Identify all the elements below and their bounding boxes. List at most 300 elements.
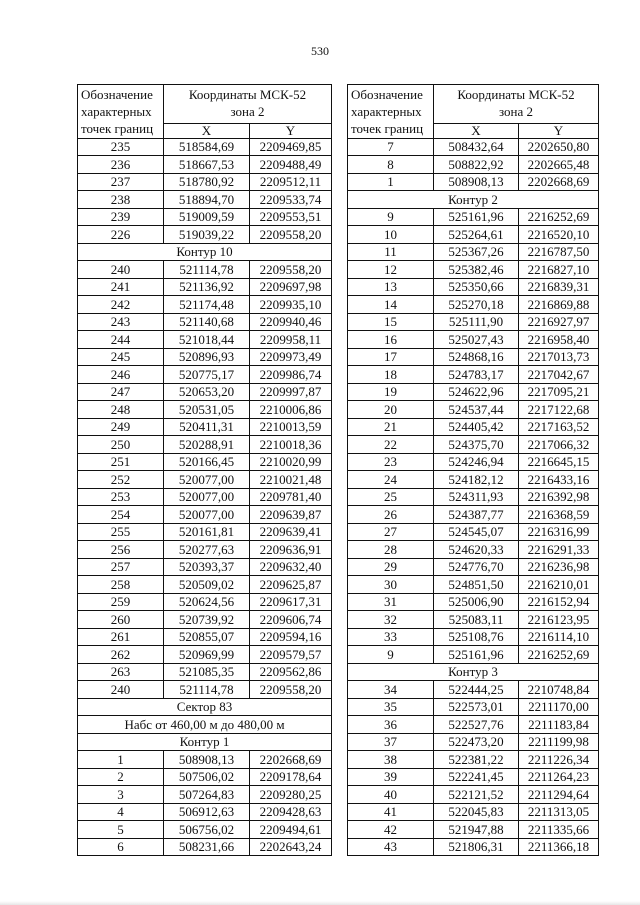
x-coordinate-cell: 520531,05 [164, 401, 250, 419]
y-coordinate-cell: 2216316,99 [519, 523, 599, 541]
point-number-cell: 41 [348, 803, 434, 821]
section-title: Набс от 460,00 м до 480,00 м [78, 716, 332, 734]
x-coordinate-cell: 508908,13 [164, 751, 250, 769]
x-coordinate-cell: 520624,56 [164, 593, 250, 611]
page-bottom-edge [0, 901, 640, 905]
y-coordinate-cell: 2209178,64 [250, 768, 332, 786]
x-coordinate-cell: 524182,12 [434, 471, 519, 489]
x-coordinate-cell: 520653,20 [164, 383, 250, 401]
table-row [348, 296, 599, 314]
y-coordinate-cell: 2209935,10 [250, 296, 332, 314]
point-number-cell: 257 [78, 558, 164, 576]
point-number-cell: 251 [78, 453, 164, 471]
y-coordinate-cell: 2216787,50 [519, 243, 599, 261]
y-coordinate-cell: 2216123,95 [519, 611, 599, 629]
table-row [348, 471, 599, 489]
y-coordinate-cell: 2209488,49 [250, 156, 332, 174]
x-coordinate-cell: 522121,52 [434, 786, 519, 804]
table-row [348, 646, 599, 664]
point-number-cell: 8 [348, 156, 434, 174]
y-coordinate-cell: 2217066,32 [519, 436, 599, 454]
table-row [78, 576, 332, 594]
y-coordinate-cell: 2211335,66 [519, 821, 599, 839]
point-number-cell: 240 [78, 681, 164, 699]
point-number-cell: 255 [78, 523, 164, 541]
point-number-cell: 241 [78, 278, 164, 296]
table-row [78, 786, 332, 804]
table-row [348, 401, 599, 419]
x-coordinate-cell: 521018,44 [164, 331, 250, 349]
point-number-cell: 7 [348, 138, 434, 156]
table-row [78, 453, 332, 471]
x-coordinate-cell: 525111,90 [434, 313, 519, 331]
table-row [78, 208, 332, 226]
point-number-cell: 247 [78, 383, 164, 401]
table-row [78, 418, 332, 436]
table-row [78, 593, 332, 611]
table-row [348, 803, 599, 821]
x-coordinate-cell: 522573,01 [434, 698, 519, 716]
x-coordinate-cell: 521114,78 [164, 681, 250, 699]
point-number-cell: 250 [78, 436, 164, 454]
table-row [78, 261, 332, 279]
point-number-cell: 252 [78, 471, 164, 489]
x-coordinate-cell: 524246,94 [434, 453, 519, 471]
point-number-cell: 18 [348, 366, 434, 384]
point-number-cell: 5 [78, 821, 164, 839]
x-coordinate-cell: 521947,88 [434, 821, 519, 839]
point-number-cell: 6 [78, 838, 164, 856]
y-coordinate-cell: 2209428,63 [250, 803, 332, 821]
x-coordinate-cell: 506756,02 [164, 821, 250, 839]
x-coordinate-cell: 522527,76 [434, 716, 519, 734]
point-number-cell: 34 [348, 681, 434, 699]
y-coordinate-cell: 2217122,68 [519, 401, 599, 419]
y-coordinate-cell: 2209940,46 [250, 313, 332, 331]
table-row [78, 278, 332, 296]
table-row [348, 208, 599, 226]
x-coordinate-cell: 524620,33 [434, 541, 519, 559]
y-coordinate-cell: 2216210,01 [519, 576, 599, 594]
section-row [78, 243, 332, 261]
point-number-cell: 260 [78, 611, 164, 629]
point-number-cell: 237 [78, 173, 164, 191]
table-row [78, 628, 332, 646]
x-coordinate-cell: 521114,78 [164, 261, 250, 279]
table-row [348, 523, 599, 541]
point-number-cell: 30 [348, 576, 434, 594]
table-row [348, 506, 599, 524]
table-row [78, 751, 332, 769]
coordinates-table-left [77, 84, 332, 856]
point-number-cell: 262 [78, 646, 164, 664]
point-number-cell: 235 [78, 138, 164, 156]
x-coordinate-cell: 522381,22 [434, 751, 519, 769]
y-coordinate-cell: 2202668,69 [519, 173, 599, 191]
x-coordinate-cell: 521806,31 [434, 838, 519, 856]
y-coordinate-cell: 2216433,16 [519, 471, 599, 489]
y-coordinate-cell: 2209617,31 [250, 593, 332, 611]
y-coordinate-cell: 2216927,97 [519, 313, 599, 331]
x-coordinate-cell: 519039,22 [164, 226, 250, 244]
table-row [348, 418, 599, 436]
section-row [78, 733, 332, 751]
x-coordinate-cell: 524776,70 [434, 558, 519, 576]
point-number-cell: 261 [78, 628, 164, 646]
y-coordinate-cell: 2209558,20 [250, 226, 332, 244]
point-label-header: Обозначение характерных точек границ [348, 85, 434, 139]
table-row [348, 821, 599, 839]
x-coordinate-cell: 525264,61 [434, 226, 519, 244]
table-row [78, 558, 332, 576]
table-row [348, 348, 599, 366]
table-row [78, 768, 332, 786]
point-number-cell: 35 [348, 698, 434, 716]
table-row [78, 156, 332, 174]
table-row [348, 366, 599, 384]
table-row [348, 453, 599, 471]
x-coordinate-cell: 521085,35 [164, 663, 250, 681]
x-coordinate-cell: 520077,00 [164, 488, 250, 506]
y-coordinate-cell: 2202665,48 [519, 156, 599, 174]
y-coordinate-cell: 2211226,34 [519, 751, 599, 769]
point-number-cell: 43 [348, 838, 434, 856]
x-column-header: X [434, 123, 519, 138]
coordinates-header: Координаты МСК-52 зона 2 [164, 85, 332, 124]
table-row [348, 243, 599, 261]
x-coordinate-cell: 525382,46 [434, 261, 519, 279]
point-number-cell: 10 [348, 226, 434, 244]
x-coordinate-cell: 521174,48 [164, 296, 250, 314]
y-coordinate-cell: 2209625,87 [250, 576, 332, 594]
table-row [78, 383, 332, 401]
section-row [348, 663, 599, 681]
point-number-cell: 244 [78, 331, 164, 349]
y-coordinate-cell: 2209606,74 [250, 611, 332, 629]
x-coordinate-cell: 507506,02 [164, 768, 250, 786]
y-coordinate-cell: 2216392,98 [519, 488, 599, 506]
y-coordinate-cell: 2216958,40 [519, 331, 599, 349]
y-coordinate-cell: 2202643,24 [250, 838, 332, 856]
point-number-cell: 22 [348, 436, 434, 454]
y-coordinate-cell: 2216236,98 [519, 558, 599, 576]
x-coordinate-cell: 524311,93 [434, 488, 519, 506]
table-row [78, 681, 332, 699]
y-coordinate-cell: 2217095,21 [519, 383, 599, 401]
point-number-cell: 37 [348, 733, 434, 751]
y-coordinate-cell: 2211366,18 [519, 838, 599, 856]
point-number-cell: 240 [78, 261, 164, 279]
table-row [348, 383, 599, 401]
point-number-cell: 11 [348, 243, 434, 261]
x-coordinate-cell: 520077,00 [164, 506, 250, 524]
y-coordinate-cell: 2216114,10 [519, 628, 599, 646]
table-row [78, 226, 332, 244]
table-row [78, 348, 332, 366]
y-coordinate-cell: 2209512,11 [250, 173, 332, 191]
x-coordinate-cell: 520166,45 [164, 453, 250, 471]
x-coordinate-cell: 520277,63 [164, 541, 250, 559]
x-coordinate-cell: 522045,83 [434, 803, 519, 821]
point-number-cell: 29 [348, 558, 434, 576]
point-number-cell: 19 [348, 383, 434, 401]
y-coordinate-cell: 2216869,88 [519, 296, 599, 314]
table-row [78, 173, 332, 191]
point-number-cell: 40 [348, 786, 434, 804]
x-coordinate-cell: 524783,17 [434, 366, 519, 384]
table-row [348, 838, 599, 856]
x-coordinate-cell: 507264,83 [164, 786, 250, 804]
point-number-cell: 245 [78, 348, 164, 366]
section-title: Контур 1 [78, 733, 332, 751]
coordinates-table-right [347, 84, 599, 856]
point-number-cell: 246 [78, 366, 164, 384]
x-coordinate-cell: 520411,31 [164, 418, 250, 436]
x-coordinate-cell: 522241,45 [434, 768, 519, 786]
y-coordinate-cell: 2211183,84 [519, 716, 599, 734]
y-coordinate-cell: 2216645,15 [519, 453, 599, 471]
point-number-cell: 253 [78, 488, 164, 506]
point-number-cell: 27 [348, 523, 434, 541]
y-coordinate-cell: 2202668,69 [250, 751, 332, 769]
y-coordinate-cell: 2211313,05 [519, 803, 599, 821]
point-number-cell: 17 [348, 348, 434, 366]
x-coordinate-cell: 520077,00 [164, 471, 250, 489]
x-column-header: X [164, 123, 250, 138]
table-row [348, 733, 599, 751]
table-row [78, 138, 332, 156]
y-coordinate-cell: 2209562,86 [250, 663, 332, 681]
y-coordinate-cell: 2216839,31 [519, 278, 599, 296]
y-column-header: Y [519, 123, 599, 138]
point-number-cell: 26 [348, 506, 434, 524]
section-title: Сектор 83 [78, 698, 332, 716]
point-number-cell: 14 [348, 296, 434, 314]
y-coordinate-cell: 2209579,57 [250, 646, 332, 664]
point-number-cell: 21 [348, 418, 434, 436]
y-coordinate-cell: 2211170,00 [519, 698, 599, 716]
point-number-cell: 13 [348, 278, 434, 296]
point-label-header: Обозначение характерных точек границ [78, 85, 164, 139]
section-title: Контур 3 [348, 663, 599, 681]
x-coordinate-cell: 525350,66 [434, 278, 519, 296]
y-coordinate-cell: 2209697,98 [250, 278, 332, 296]
x-coordinate-cell: 525270,18 [434, 296, 519, 314]
table-row [78, 313, 332, 331]
table-row [348, 558, 599, 576]
x-coordinate-cell: 508231,66 [164, 838, 250, 856]
y-coordinate-cell: 2210748,84 [519, 681, 599, 699]
point-number-cell: 39 [348, 768, 434, 786]
y-coordinate-cell: 2209494,61 [250, 821, 332, 839]
table-row [78, 523, 332, 541]
point-number-cell: 9 [348, 208, 434, 226]
y-coordinate-cell: 2216252,69 [519, 208, 599, 226]
point-number-cell: 9 [348, 646, 434, 664]
y-coordinate-cell: 2202650,80 [519, 138, 599, 156]
x-coordinate-cell: 508432,64 [434, 138, 519, 156]
section-row [78, 698, 332, 716]
x-coordinate-cell: 508822,92 [434, 156, 519, 174]
point-number-cell: 23 [348, 453, 434, 471]
table-row [78, 471, 332, 489]
x-coordinate-cell: 518584,69 [164, 138, 250, 156]
table-row [348, 681, 599, 699]
x-coordinate-cell: 524405,42 [434, 418, 519, 436]
table-row [348, 331, 599, 349]
x-coordinate-cell: 521136,92 [164, 278, 250, 296]
y-coordinate-cell: 2209533,74 [250, 191, 332, 209]
point-number-cell: 226 [78, 226, 164, 244]
y-coordinate-cell: 2216520,10 [519, 226, 599, 244]
table-row [78, 541, 332, 559]
point-number-cell: 3 [78, 786, 164, 804]
point-number-cell: 36 [348, 716, 434, 734]
table-row [78, 401, 332, 419]
x-coordinate-cell: 508908,13 [434, 173, 519, 191]
table-row [348, 173, 599, 191]
y-coordinate-cell: 2211294,64 [519, 786, 599, 804]
x-coordinate-cell: 525006,90 [434, 593, 519, 611]
table-row [78, 506, 332, 524]
point-number-cell: 33 [348, 628, 434, 646]
y-coordinate-cell: 2209632,40 [250, 558, 332, 576]
y-coordinate-cell: 2217042,67 [519, 366, 599, 384]
table-row [348, 226, 599, 244]
table-row [348, 576, 599, 594]
x-coordinate-cell: 519009,59 [164, 208, 250, 226]
y-coordinate-cell: 2216368,59 [519, 506, 599, 524]
x-coordinate-cell: 525108,76 [434, 628, 519, 646]
point-number-cell: 15 [348, 313, 434, 331]
table-row [348, 593, 599, 611]
y-coordinate-cell: 2209594,16 [250, 628, 332, 646]
x-coordinate-cell: 520969,99 [164, 646, 250, 664]
y-coordinate-cell: 2209639,87 [250, 506, 332, 524]
x-coordinate-cell: 518780,92 [164, 173, 250, 191]
y-coordinate-cell: 2209558,20 [250, 261, 332, 279]
point-number-cell: 1 [348, 173, 434, 191]
section-row [348, 191, 599, 209]
point-number-cell: 16 [348, 331, 434, 349]
x-coordinate-cell: 520161,81 [164, 523, 250, 541]
point-number-cell: 249 [78, 418, 164, 436]
table-row [348, 628, 599, 646]
y-coordinate-cell: 2209280,25 [250, 786, 332, 804]
x-coordinate-cell: 520739,92 [164, 611, 250, 629]
x-coordinate-cell: 524375,70 [434, 436, 519, 454]
point-number-cell: 238 [78, 191, 164, 209]
y-coordinate-cell: 2209997,87 [250, 383, 332, 401]
table-row [348, 698, 599, 716]
point-number-cell: 248 [78, 401, 164, 419]
y-coordinate-cell: 2209558,20 [250, 681, 332, 699]
point-number-cell: 28 [348, 541, 434, 559]
y-coordinate-cell: 2216827,10 [519, 261, 599, 279]
y-coordinate-cell: 2209469,85 [250, 138, 332, 156]
point-number-cell: 12 [348, 261, 434, 279]
y-coordinate-cell: 2217013,73 [519, 348, 599, 366]
table-row [348, 436, 599, 454]
x-coordinate-cell: 520509,02 [164, 576, 250, 594]
y-coordinate-cell: 2209639,41 [250, 523, 332, 541]
x-coordinate-cell: 524545,07 [434, 523, 519, 541]
x-coordinate-cell: 520855,07 [164, 628, 250, 646]
y-coordinate-cell: 2209781,40 [250, 488, 332, 506]
table-row [78, 191, 332, 209]
y-coordinate-cell: 2217163,52 [519, 418, 599, 436]
y-coordinate-cell: 2211264,23 [519, 768, 599, 786]
table-row [78, 838, 332, 856]
x-coordinate-cell: 524387,77 [434, 506, 519, 524]
x-coordinate-cell: 518894,70 [164, 191, 250, 209]
point-number-cell: 242 [78, 296, 164, 314]
table-row [78, 331, 332, 349]
point-number-cell: 38 [348, 751, 434, 769]
table-row [78, 296, 332, 314]
x-coordinate-cell: 524868,16 [434, 348, 519, 366]
point-number-cell: 32 [348, 611, 434, 629]
table-row [348, 751, 599, 769]
table-row [348, 313, 599, 331]
point-number-cell: 20 [348, 401, 434, 419]
point-number-cell: 259 [78, 593, 164, 611]
table-header-row [348, 85, 599, 124]
point-number-cell: 4 [78, 803, 164, 821]
section-title: Контур 2 [348, 191, 599, 209]
table-row [78, 366, 332, 384]
y-coordinate-cell: 2216252,69 [519, 646, 599, 664]
y-column-header: Y [250, 123, 332, 138]
table-row [348, 261, 599, 279]
point-number-cell: 258 [78, 576, 164, 594]
point-number-cell: 236 [78, 156, 164, 174]
y-coordinate-cell: 2210021,48 [250, 471, 332, 489]
x-coordinate-cell: 506912,63 [164, 803, 250, 821]
coordinates-header: Координаты МСК-52 зона 2 [434, 85, 599, 124]
point-number-cell: 263 [78, 663, 164, 681]
table-row [78, 611, 332, 629]
y-coordinate-cell: 2209973,49 [250, 348, 332, 366]
point-number-cell: 256 [78, 541, 164, 559]
x-coordinate-cell: 522473,20 [434, 733, 519, 751]
table-row [78, 663, 332, 681]
x-coordinate-cell: 525161,96 [434, 646, 519, 664]
table-row [348, 138, 599, 156]
x-coordinate-cell: 518667,53 [164, 156, 250, 174]
table-row [78, 803, 332, 821]
point-number-cell: 42 [348, 821, 434, 839]
point-number-cell: 31 [348, 593, 434, 611]
table-row [78, 821, 332, 839]
y-coordinate-cell: 2210018,36 [250, 436, 332, 454]
table-row [348, 156, 599, 174]
x-coordinate-cell: 522444,25 [434, 681, 519, 699]
y-coordinate-cell: 2210020,99 [250, 453, 332, 471]
x-coordinate-cell: 520896,93 [164, 348, 250, 366]
table-row [348, 611, 599, 629]
y-coordinate-cell: 2216291,33 [519, 541, 599, 559]
y-coordinate-cell: 2216152,94 [519, 593, 599, 611]
table-row [348, 768, 599, 786]
point-number-cell: 1 [78, 751, 164, 769]
point-number-cell: 239 [78, 208, 164, 226]
x-coordinate-cell: 520288,91 [164, 436, 250, 454]
x-coordinate-cell: 525027,43 [434, 331, 519, 349]
table-header-row [78, 85, 332, 124]
y-coordinate-cell: 2209986,74 [250, 366, 332, 384]
y-coordinate-cell: 2210013,59 [250, 418, 332, 436]
